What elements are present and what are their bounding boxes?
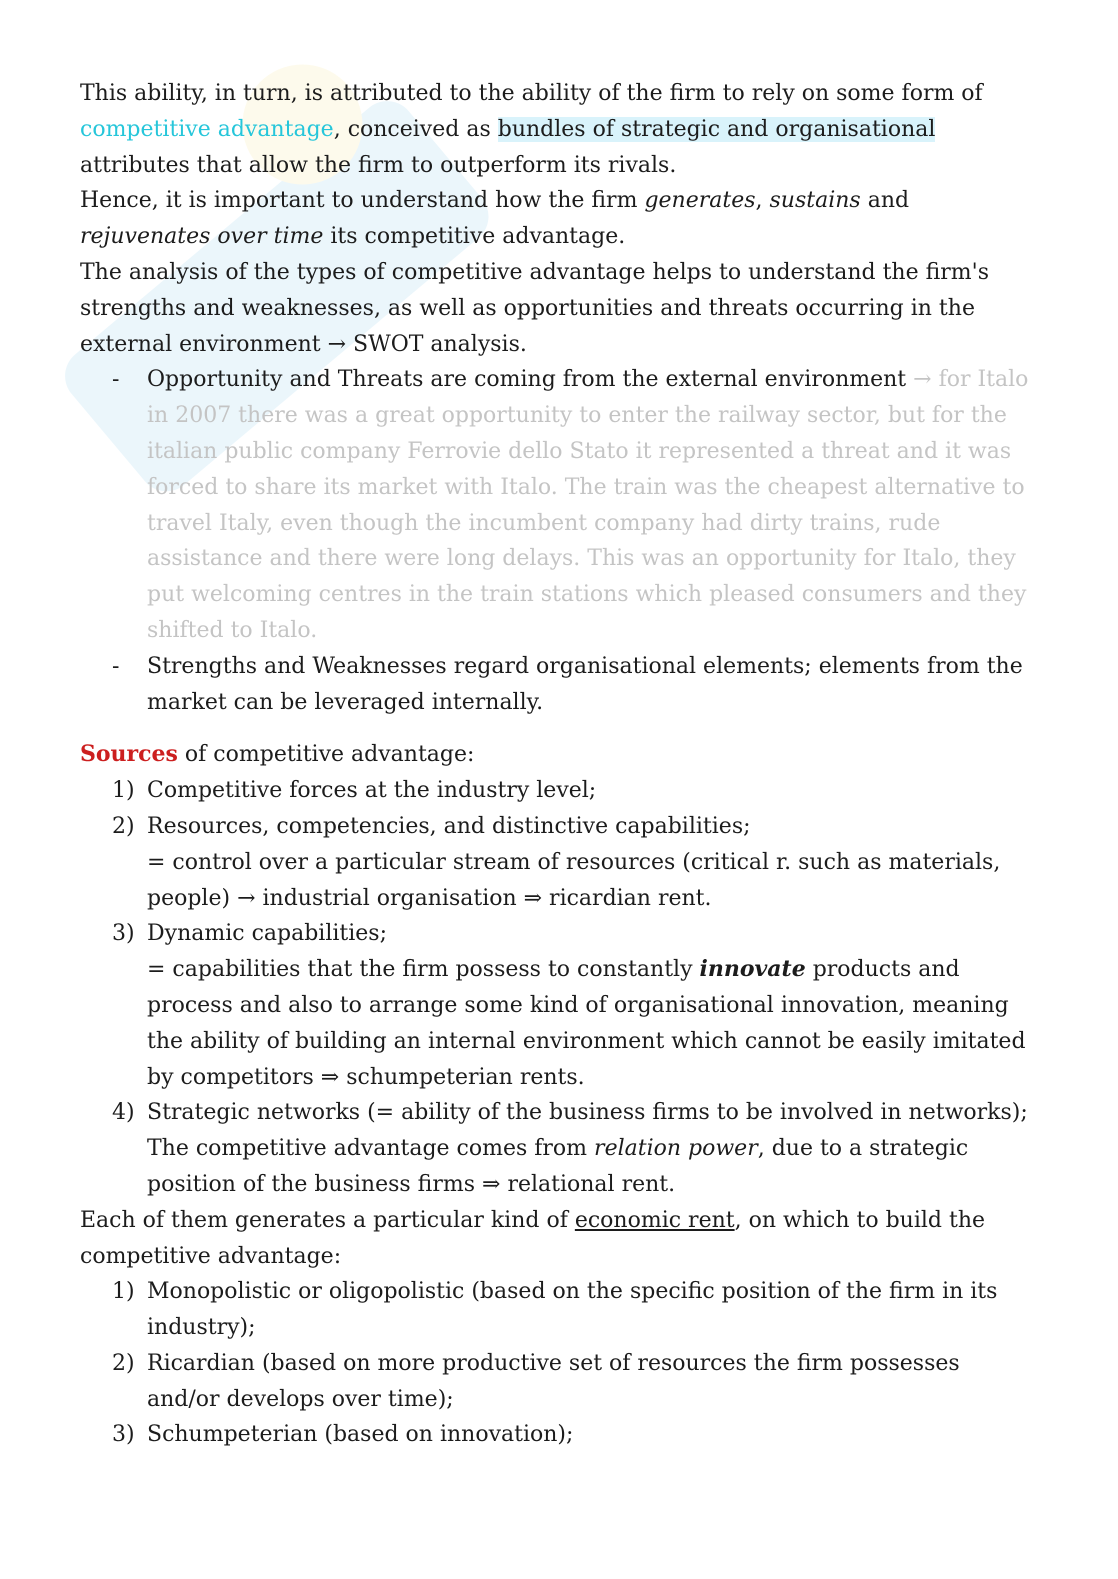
list-number: 2)	[112, 813, 135, 839]
text-span: Hence, it is important to understand how the firm	[80, 188, 645, 214]
italic-generates: generates	[644, 188, 756, 214]
sources-heading	[80, 737, 1038, 773]
bullet-dash: -	[112, 367, 120, 393]
italic-relation-power: relation power	[594, 1136, 758, 1162]
italic-rejuvenates: rejuvenates over time	[80, 224, 324, 250]
list-number: 1)	[112, 1279, 135, 1305]
list-item	[80, 809, 1038, 916]
highlighted-text: bundles of strategic and organisational	[497, 116, 936, 142]
item-detail: The competitive advantage comes from	[147, 1136, 595, 1162]
text-span: and	[860, 188, 910, 214]
text-span: Strategic networks (= ability of the business firms to be involved in networks);	[147, 1100, 1028, 1126]
text-span: Schumpeterian (based on innovation);	[147, 1422, 574, 1448]
item-detail: = control over a particular stream of resources (critical r. such as materials, people) → industrial organisation ⇒ ricardian rent.	[147, 849, 1001, 911]
text-span: of competitive advantage:	[177, 742, 475, 768]
text-span: , conceived as	[333, 116, 498, 142]
list-item-opportunities	[80, 362, 1038, 648]
swot-list	[80, 362, 1038, 720]
text-span: its competitive advantage.	[323, 224, 626, 250]
text-span: Monopolistic or oligopolistic (based on the specific position of the firm in its industry);	[147, 1279, 998, 1341]
text-span: ,	[755, 188, 770, 214]
heading-sources: Sources	[80, 741, 178, 768]
list-number: 1)	[112, 778, 135, 804]
paragraph-competitive-advantage	[80, 76, 1038, 183]
text-span: , on which to build the competitive advantage:	[80, 1207, 986, 1269]
list-item	[80, 1346, 1038, 1418]
document-page	[80, 76, 1038, 1453]
rents-list	[80, 1274, 1038, 1453]
list-item-strengths	[80, 649, 1038, 721]
list-number: 4)	[112, 1100, 135, 1126]
text-span: Strengths and Weaknesses regard organisational elements; elements from the market can be leveraged internally.	[147, 653, 1023, 715]
text-span: Opportunity and Threats are coming from the external environment	[147, 367, 914, 393]
paragraph-generates-sustains	[80, 183, 1038, 255]
text-span: Ricardian (based on more productive set of resources the firm possesses and/or develops over time);	[147, 1350, 960, 1412]
paragraph-economic-rent	[80, 1203, 1038, 1275]
list-number: 2)	[112, 1350, 135, 1376]
list-item	[80, 1417, 1038, 1453]
text-span: Each of them generates a particular kind of	[80, 1207, 575, 1233]
text-span: attributes that allow the firm to outperform its rivals.	[80, 152, 677, 178]
list-item	[80, 916, 1038, 1095]
list-item	[80, 1095, 1038, 1202]
item-detail: , due to a strategic position of the business firms ⇒ relational rent.	[147, 1136, 969, 1197]
underlined-economic-rent: economic rent	[574, 1207, 735, 1233]
item-detail: products and process and also to arrange some kind of organisational innovation, meaning the ability of building an internal environment which cannot be easily imitated by competitors ⇒ schumpeterian rents.	[147, 957, 1026, 1090]
list-item	[80, 1274, 1038, 1346]
list-item	[80, 773, 1038, 809]
bold-italic-innovate: innovate	[699, 956, 806, 983]
text-span: Resources, competencies, and distinctive capabilities;	[147, 813, 751, 839]
list-number: 3)	[112, 1422, 135, 1448]
italic-sustains: sustains	[769, 188, 861, 214]
faded-text: → for Italo in 2007 there was a great opportunity to enter the railway sector, but for the italian public company Ferrovie dello Stato it represented a threat and it was forced to share its market with Italo. The train was the cheapest alternative to travel Italy, even though the incumbent company had dirty trains, rude assistance and there were long delays. This was an opportunity for Italo, they put welcoming centres in the train stations which pleased consumers and they shifted to Italo.	[147, 367, 1029, 643]
text-span: Competitive forces at the industry level;	[147, 778, 597, 804]
spacer	[80, 720, 1038, 737]
paragraph-swot-intro: The analysis of the types of competitive advantage helps to understand the firm's strengths and weaknesses, as well as opportunities and threats occurring in the external environment → SWOT analysis.	[80, 259, 989, 357]
item-detail: = capabilities that the firm possess to constantly	[147, 957, 700, 983]
text-span: This ability, in turn, is attributed to the ability of the firm to rely on some form of	[80, 81, 983, 106]
sources-list	[80, 773, 1038, 1203]
text-span: Dynamic capabilities;	[147, 921, 387, 947]
list-number: 3)	[112, 921, 135, 947]
term-competitive-advantage: competitive advantage	[80, 116, 334, 142]
bullet-dash: -	[112, 653, 120, 679]
